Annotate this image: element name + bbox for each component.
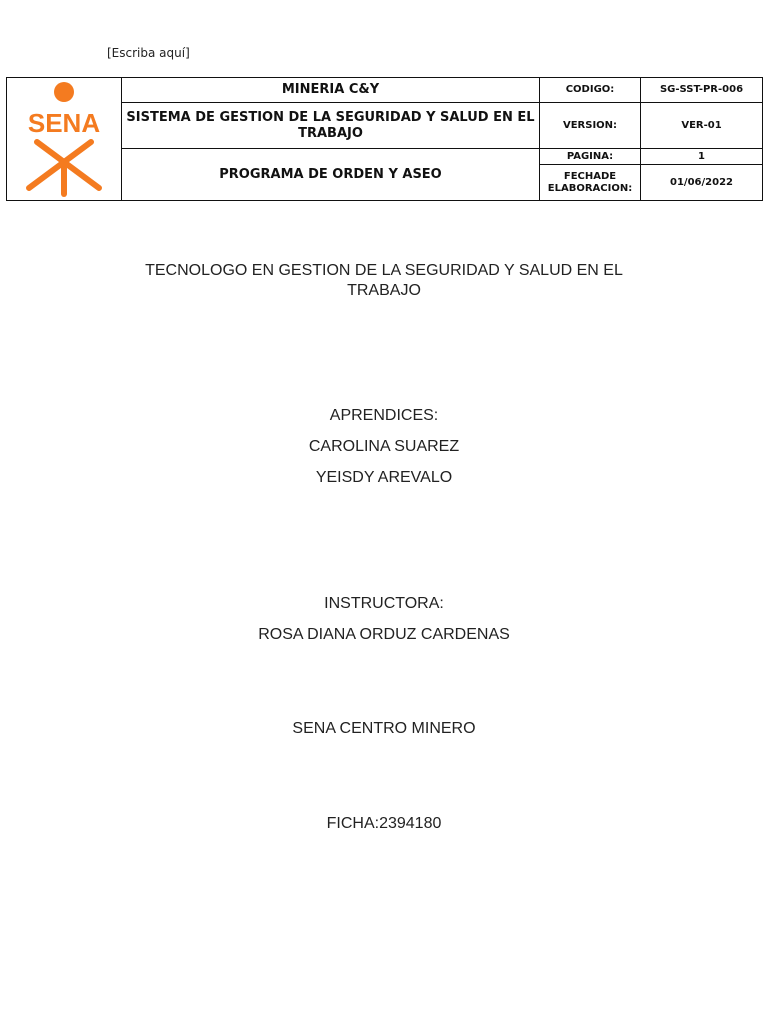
version-label: VERSION:: [540, 103, 641, 149]
program-name-line1: TECNOLOGO EN GESTION DE LA SEGURIDAD Y SALUD EN EL: [145, 262, 623, 279]
version-value: VER-01: [641, 103, 763, 149]
centro-name: SENA CENTRO MINERO: [292, 720, 476, 737]
fecha-label-line1: FECHADE: [563, 170, 617, 182]
ficha-number: FICHA:2394180: [326, 815, 442, 832]
program-title: PROGRAMA DE ORDEN Y ASEO: [122, 149, 540, 201]
program-name: [0, 261, 768, 301]
sena-logo-icon: [9, 80, 119, 198]
instructora-label: INSTRUCTORA:: [324, 595, 444, 612]
system-title: SISTEMA DE GESTION DE LA SEGURIDAD Y SALUD EN EL TRABAJO: [122, 103, 540, 149]
company-name: MINERIA C&Y: [122, 78, 540, 103]
sena-logo-text: SENA: [27, 108, 101, 138]
fecha-value: 01/06/2022: [641, 165, 763, 201]
fecha-label: [540, 165, 641, 201]
header-placeholder: [Escriba aquí]: [107, 46, 190, 60]
sena-logo: [7, 78, 122, 201]
aprendiz-name: YEISDY AREVALO: [315, 469, 453, 486]
pagina-label: PAGINA:: [540, 149, 641, 165]
program-name-line2: TRABAJO: [347, 282, 421, 299]
codigo-label: CODIGO:: [540, 78, 641, 103]
pagina-value: 1: [641, 149, 763, 165]
codigo-value: SG-SST-PR-006: [641, 78, 763, 103]
instructora-name: ROSA DIANA ORDUZ CARDENAS: [258, 626, 510, 643]
fecha-label-line2: ELABORACION:: [547, 182, 633, 194]
aprendiz-name: CAROLINA SUAREZ: [308, 438, 460, 455]
document-header-table: [6, 77, 763, 201]
aprendices-label: APRENDICES:: [329, 407, 439, 424]
